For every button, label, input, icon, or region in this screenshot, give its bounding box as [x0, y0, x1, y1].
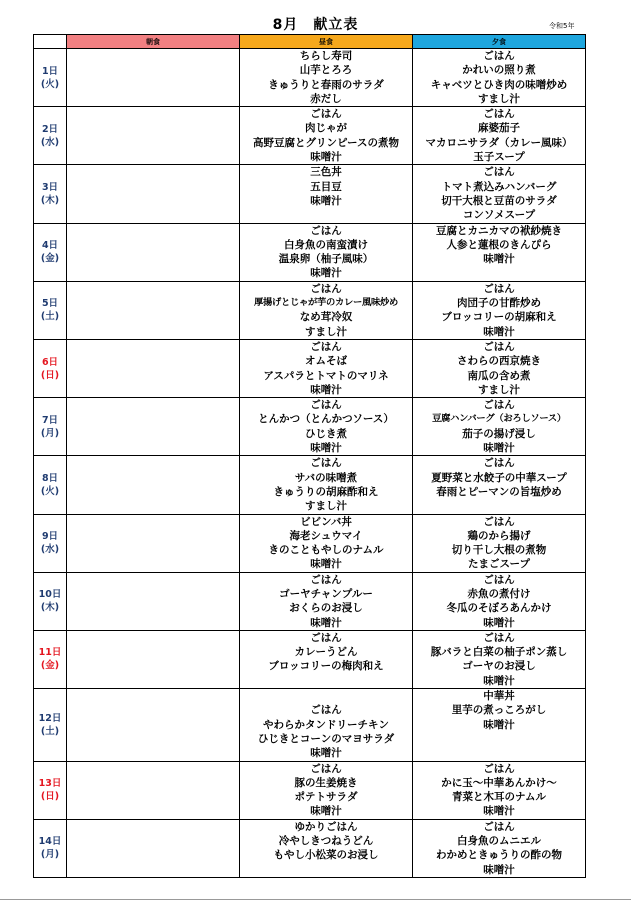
dinner-item: 味噌汁 — [483, 253, 515, 266]
dinner-item: わかめときゅうりの酢の物 — [436, 849, 562, 862]
dinner-item: ごはん — [483, 515, 515, 528]
dinner-item: ゴーヤのお浸し — [462, 660, 536, 673]
lunch-item: 味噌汁 — [310, 747, 342, 760]
lunch-item: きのこともやしのナムル — [268, 544, 384, 557]
dinner-item: 春雨とピーマンの旨塩炒め — [436, 485, 562, 498]
page-bottom-divider — [0, 899, 631, 900]
dinner-item: ごはん — [483, 340, 515, 353]
dinner-cell — [413, 572, 586, 630]
dinner-item: 茄子の揚げ浸し — [462, 427, 536, 440]
lunch-item: 豚の生姜焼き — [294, 776, 358, 789]
dinner-item: 味噌汁 — [483, 616, 515, 629]
dinner-cell — [413, 689, 586, 761]
lunch-cell — [240, 572, 413, 630]
breakfast-cell — [67, 819, 240, 877]
day-date: 10日 — [38, 589, 62, 601]
header-row — [34, 35, 586, 49]
dinner-item: 玉子スープ — [473, 151, 525, 164]
dinner-cell — [413, 339, 586, 397]
dinner-item: 味噌汁 — [483, 442, 515, 455]
lunch-item: カレーうどん — [294, 646, 358, 659]
dinner-item: 豆腐とカニカマの袱紗焼き — [436, 224, 562, 237]
lunch-item: 白身魚の南蛮漬け — [284, 238, 368, 251]
lunch-item: 味噌汁 — [310, 194, 342, 207]
lunch-item: 厚揚げとじゃが芋のカレー風味炒め — [254, 297, 398, 309]
era-label: 令和5年 — [549, 22, 575, 30]
dinner-item: ごはん — [483, 166, 515, 179]
dinner-item: ごはん — [483, 282, 515, 295]
dinner-cell — [413, 223, 586, 281]
lunch-cell — [240, 514, 413, 572]
breakfast-cell — [67, 49, 240, 107]
day-weekday: (水) — [40, 136, 60, 148]
lunch-item: 味噌汁 — [310, 383, 342, 396]
breakfast-cell — [67, 761, 240, 819]
lunch-item: 味噌汁 — [310, 151, 342, 164]
lunch-item — [240, 689, 412, 703]
dinner-item: 切干大根と豆苗のサラダ — [441, 194, 557, 207]
lunch-cell — [240, 223, 413, 281]
day-date: 7日 — [41, 414, 59, 426]
day-weekday: (金) — [40, 660, 60, 672]
lunch-cell — [240, 398, 413, 456]
dinner-item: ごはん — [483, 50, 515, 62]
dinner-item: ごはん — [483, 457, 515, 470]
dinner-cell — [413, 819, 586, 877]
dinner-item: 味噌汁 — [483, 863, 515, 876]
lunch-item: オムそば — [305, 355, 347, 368]
dinner-cell — [413, 456, 586, 514]
dinner-item: 味噌汁 — [483, 674, 515, 687]
lunch-item: 肉じゃが — [305, 122, 347, 135]
lunch-item: ひじき煮 — [305, 427, 347, 440]
dinner-item: 味噌汁 — [483, 325, 515, 338]
day-date: 1日 — [41, 65, 59, 77]
dinner-cell — [413, 514, 586, 572]
dinner-item: ブロッコリーの胡麻和え — [441, 311, 557, 324]
day-weekday: (土) — [40, 725, 60, 737]
lunch-item: ごはん — [310, 340, 342, 353]
dinner-item: 味噌汁 — [483, 718, 515, 731]
dinner-header: 夕食 — [413, 35, 586, 49]
dinner-item: 麻婆茄子 — [478, 122, 520, 135]
lunch-item: きゅうりと春雨のサラダ — [268, 78, 384, 91]
day-weekday: (木) — [40, 194, 60, 206]
breakfast-cell — [67, 165, 240, 223]
lunch-item: おくらのお浸し — [289, 602, 363, 615]
breakfast-cell — [67, 514, 240, 572]
dinner-item: 肉団子の甘酢炒め — [457, 297, 541, 310]
menu-body — [34, 49, 586, 878]
day-weekday: (火) — [40, 485, 60, 497]
breakfast-cell — [67, 281, 240, 339]
day-weekday: (土) — [40, 311, 60, 323]
lunch-item: 山芋とろろ — [299, 64, 353, 77]
lunch-cell — [240, 49, 413, 107]
breakfast-cell — [67, 398, 240, 456]
day-row — [34, 572, 586, 630]
lunch-item: ブロッコリーの梅肉和え — [268, 660, 384, 673]
day-date-cell — [34, 761, 67, 819]
lunch-cell — [240, 689, 413, 761]
lunch-item: 味噌汁 — [310, 616, 342, 629]
day-weekday: (木) — [40, 602, 60, 614]
dinner-item: 白身魚のムニエル — [457, 835, 541, 848]
dinner-item: かれいの照り煮 — [462, 64, 536, 77]
day-row — [34, 514, 586, 572]
day-weekday: (火) — [40, 78, 60, 90]
day-row — [34, 398, 586, 456]
day-date: 6日 — [41, 356, 59, 368]
lunch-item: もやし小松菜のお浸し — [273, 849, 379, 862]
dinner-item: コンソメスープ — [462, 209, 536, 222]
lunch-item: ごはん — [310, 282, 342, 295]
lunch-item: 温泉卵（柚子風味） — [278, 253, 374, 266]
day-weekday: (日) — [40, 791, 60, 803]
dinner-item: キャベツとひき肉の味噌炒め — [430, 78, 568, 91]
day-date-cell — [34, 398, 67, 456]
lunch-item: 赤だし — [310, 92, 342, 105]
dinner-item: さわらの西京焼き — [457, 355, 541, 368]
lunch-item: ゴーヤチャンプルー — [279, 587, 373, 600]
dinner-item: 冬瓜のそぼろあんかけ — [446, 602, 552, 615]
lunch-item: すまし汁 — [305, 500, 347, 513]
day-date: 12日 — [38, 712, 62, 724]
dinner-item: 赤魚の煮付け — [467, 587, 531, 600]
breakfast-cell — [67, 630, 240, 688]
dinner-cell — [413, 761, 586, 819]
dinner-item: 人参と蓮根のきんぴら — [446, 238, 552, 251]
day-date: 11日 — [38, 647, 62, 659]
dinner-item: ごはん — [483, 573, 515, 586]
day-weekday: (月) — [40, 849, 60, 861]
lunch-cell — [240, 630, 413, 688]
dinner-item: ごはん — [483, 399, 515, 412]
day-date-cell — [34, 514, 67, 572]
day-row — [34, 281, 586, 339]
lunch-cell — [240, 107, 413, 165]
breakfast-cell — [67, 572, 240, 630]
day-date-cell — [34, 281, 67, 339]
day-row — [34, 165, 586, 223]
dinner-item: トマト煮込みハンバーグ — [441, 180, 557, 193]
lunch-item: ごはん — [310, 108, 342, 121]
dinner-cell — [413, 49, 586, 107]
lunch-item: すまし汁 — [305, 325, 347, 338]
breakfast-cell — [67, 456, 240, 514]
day-weekday: (水) — [40, 544, 60, 556]
breakfast-cell — [67, 689, 240, 761]
day-row — [34, 107, 586, 165]
breakfast-cell — [67, 339, 240, 397]
dinner-item: かに玉～中華あんかけ～ — [441, 776, 557, 789]
lunch-cell — [240, 819, 413, 877]
day-date: 4日 — [41, 240, 59, 252]
lunch-item: 三色丼 — [310, 166, 342, 179]
lunch-item: ごはん — [310, 762, 342, 775]
day-date: 2日 — [41, 123, 59, 135]
dinner-cell — [413, 398, 586, 456]
day-row — [34, 49, 586, 107]
lunch-item: ゆかりごはん — [294, 820, 358, 833]
lunch-item: とんかつ（とんかつソース） — [258, 413, 394, 426]
lunch-item: ごはん — [310, 224, 342, 237]
lunch-item: やわらかタンドリーチキン — [263, 718, 389, 731]
dinner-cell — [413, 281, 586, 339]
lunch-cell — [240, 281, 413, 339]
lunch-item: ごはん — [310, 631, 342, 644]
lunch-item: 冷やしきつねうどん — [278, 835, 374, 848]
day-row — [34, 223, 586, 281]
dinner-item: 中華丼 — [483, 690, 515, 703]
day-weekday: (月) — [40, 427, 60, 439]
day-date-cell — [34, 572, 67, 630]
lunch-item: ごはん — [310, 399, 342, 412]
lunch-item: サバの味噌煮 — [294, 471, 358, 484]
lunch-item: ちらし寿司 — [299, 50, 353, 62]
lunch-cell — [240, 165, 413, 223]
dinner-cell — [413, 107, 586, 165]
lunch-header: 昼食 — [240, 35, 413, 49]
dinner-item: 南瓜の含め煮 — [467, 369, 531, 382]
day-date: 9日 — [41, 531, 59, 543]
lunch-cell — [240, 339, 413, 397]
day-date-cell — [34, 456, 67, 514]
lunch-item: 味噌汁 — [310, 558, 342, 571]
day-date-cell — [34, 223, 67, 281]
date-header — [34, 35, 67, 49]
day-weekday: (日) — [40, 369, 60, 381]
dinner-item: 味噌汁 — [483, 805, 515, 818]
dinner-item: 切り干し大根の煮物 — [451, 544, 547, 557]
menu-table — [33, 34, 586, 878]
day-row — [34, 819, 586, 877]
lunch-item: きゅうりの胡麻酢和え — [273, 485, 379, 498]
day-date: 3日 — [41, 181, 59, 193]
dinner-item: 里芋の煮っころがし — [451, 704, 547, 717]
page-title: 8月 献立表 — [272, 17, 359, 33]
day-date-cell — [34, 630, 67, 688]
day-row — [34, 630, 586, 688]
lunch-cell — [240, 456, 413, 514]
breakfast-cell — [67, 223, 240, 281]
day-row — [34, 689, 586, 761]
day-row — [34, 339, 586, 397]
dinner-item: ごはん — [483, 820, 515, 833]
dinner-cell — [413, 165, 586, 223]
dinner-item: すまし汁 — [478, 383, 520, 396]
dinner-item: 夏野菜と水餃子の中華スープ — [431, 471, 567, 484]
dinner-item: たまごスープ — [468, 558, 530, 571]
dinner-cell — [413, 630, 586, 688]
lunch-item: ひじきとコーンのマヨサラダ — [257, 732, 395, 745]
lunch-item: 五目豆 — [310, 180, 342, 193]
day-date-cell — [34, 165, 67, 223]
lunch-item: ビビンバ丼 — [300, 515, 352, 528]
day-row — [34, 456, 586, 514]
lunch-item: 味噌汁 — [310, 442, 342, 455]
breakfast-cell — [67, 107, 240, 165]
day-date-cell — [34, 49, 67, 107]
lunch-item: 味噌汁 — [310, 267, 342, 280]
day-weekday: (金) — [40, 253, 60, 265]
dinner-item: 青菜と木耳のナムル — [452, 791, 546, 804]
breakfast-header: 朝食 — [67, 35, 240, 49]
dinner-item: 豚バラと白菜の柚子ポン蒸し — [430, 646, 568, 659]
dinner-item: ごはん — [483, 631, 515, 644]
dinner-item: 豆腐ハンバーグ（おろしソース） — [432, 413, 566, 425]
lunch-item: アスパラとトマトのマリネ — [263, 369, 389, 382]
day-date-cell — [34, 107, 67, 165]
lunch-cell — [240, 761, 413, 819]
dinner-item: マカロニサラダ（カレー風味） — [425, 136, 573, 149]
day-row — [34, 761, 586, 819]
dinner-item: すまし汁 — [478, 92, 520, 105]
day-date-cell — [34, 689, 67, 761]
lunch-item: 海老シュウマイ — [289, 529, 363, 542]
lunch-item: ごはん — [310, 457, 342, 470]
lunch-item: ごはん — [310, 704, 342, 717]
dinner-item: ごはん — [483, 762, 515, 775]
lunch-item: ポテトサラダ — [294, 791, 358, 804]
day-date-cell — [34, 339, 67, 397]
day-date: 14日 — [38, 836, 62, 848]
lunch-item: なめ茸冷奴 — [299, 311, 353, 324]
lunch-item: 味噌汁 — [310, 805, 342, 818]
day-date-cell — [34, 819, 67, 877]
dinner-item: ごはん — [483, 108, 515, 121]
lunch-item: ごはん — [310, 573, 342, 586]
day-date: 8日 — [41, 472, 59, 484]
day-date: 13日 — [38, 778, 62, 790]
lunch-item: 高野豆腐とグリンピースの煮物 — [252, 136, 400, 149]
dinner-item: 鶏のから揚げ — [467, 529, 531, 542]
day-date: 5日 — [41, 298, 59, 310]
